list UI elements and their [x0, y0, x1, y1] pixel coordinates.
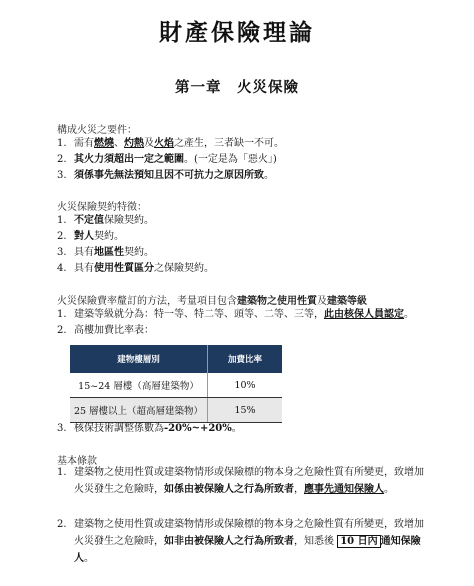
- terms-heading: 基本條款: [57, 456, 97, 467]
- features-item-1: 1. 不定值保險契約。: [57, 215, 154, 226]
- premium-item-2: 2. 高樓加費比率表：: [57, 325, 154, 336]
- table-cell: 25 層樓以上（超高層建築物）: [70, 398, 208, 423]
- features-item-4: 4. 具有使用性質區分之保險契約。: [57, 263, 214, 274]
- ten-day-box: 10 日內: [337, 535, 380, 548]
- col-header-floor: 建物樓層別: [70, 345, 208, 373]
- table-row: [70, 398, 282, 423]
- premium-heading: 火災保險費率釐訂的方法，考量項目包含建築物之使用性質及建築等級: [57, 296, 367, 307]
- elements-item-3: 3. 須係事先無法預知且因不可抗力之原因所致。: [57, 170, 274, 181]
- rate-table: [70, 345, 282, 423]
- table-row: [70, 373, 282, 398]
- features-item-2: 2. 對人契約。: [57, 231, 124, 242]
- elements-heading: 構成火災之要件：: [57, 125, 137, 136]
- elements-item-2: 2. 其火力須超出一定之範圍。(一定是為「惡火」): [57, 154, 277, 165]
- col-header-rate: 加費比率: [208, 345, 283, 373]
- rate-table-header: [70, 345, 282, 373]
- table-cell: 10%: [208, 373, 283, 398]
- features-heading: 火災保險契約特徵：: [57, 202, 147, 213]
- terms-item-1: 1. 建築物之使用性質或建築物情形或保險標的物本身之危險性質有所變更，致增加火災發生之危險時，如係由被保險人之行為所致者，應事先通知保險人。: [57, 467, 424, 495]
- chapter-title: 第一章 火災保險: [175, 79, 299, 96]
- table-cell: 15~24 層樓（高層建築物）: [70, 373, 208, 398]
- table-cell: 15%: [208, 398, 283, 423]
- premium-item-1: 1. 建築等級就分為：特一等、特二等、頭等、二等、三等，此由核保人員認定。: [57, 309, 414, 320]
- features-item-3: 3. 具有地區性契約。: [57, 247, 154, 258]
- terms-item-2: 2. 建築物之使用性質或建築物情形或保險標的物本身之危險性質有所變更，致增加火災發生之危險時，如非由被保險人之行為所致者，知悉後 10 日內 通知保險人。: [57, 519, 424, 564]
- premium-item-3: 3. 核保技術調整係數為-20%~+20%。: [57, 423, 242, 434]
- document-title: 財產保險理論: [159, 19, 315, 46]
- elements-item-1: 1. 需有燃燒、灼熱及火焰之產生，三者缺一不可。: [57, 138, 284, 149]
